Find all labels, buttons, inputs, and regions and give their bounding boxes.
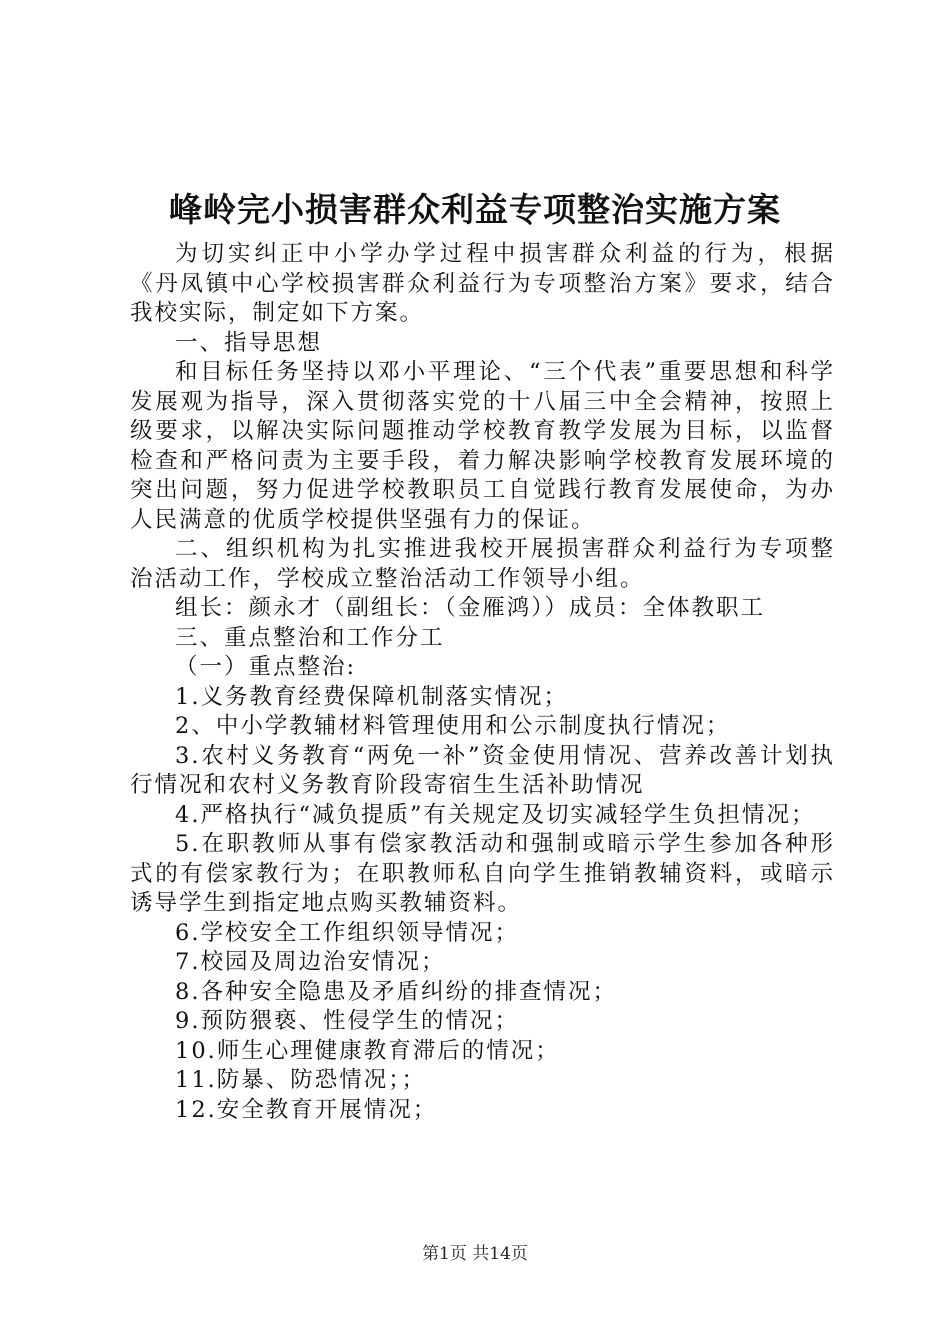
list-item-7: 7.校园及周边治安情况； xyxy=(175,949,446,975)
list-item-9: 9.预防猥亵、性侵学生的情况； xyxy=(175,1008,519,1034)
list-item-6: 6.学校安全工作组织领导情况； xyxy=(175,919,519,946)
list-item-1: 1.义务教育经费保障机制落实情况； xyxy=(175,683,568,710)
list-item-3: 3.农村义务教育“两免一补”资金使用情况、营养改善计划执行情况和农村义务教育阶段寄宿生生活补助情况 xyxy=(130,742,835,798)
list-item-12: 12.安全教育开展情况； xyxy=(175,1096,438,1123)
subheading-key-rectification: （一）重点整治: xyxy=(175,654,357,680)
list-item-4: 4.严格执行“减负提质”有关规定及切实减轻学生负担情况； xyxy=(175,801,816,828)
document-body xyxy=(130,240,835,1125)
paragraph-members: 组长：颜永才（副组长：（金雁鸿））成员：全体教职工 xyxy=(175,595,766,621)
list-item-11: 11.防暴、防恐情况；； xyxy=(175,1067,427,1093)
heading-key-rectification: 三、重点整治和工作分工 xyxy=(175,624,445,651)
list-item-10: 10.师生心理健康教育滞后的情况； xyxy=(175,1037,560,1064)
paragraph-guiding-thought: 和目标任务坚持以邓小平理论、“三个代表”重要思想和科学发展观为指导，深入贯彻落实党的十八届三中全会精神，按照上级要求，以解决实际问题推动学校教育教学发展为目标，以监督检查和严格问责为主要手段，着力解决影响学校教育发展环境的突出问题，努力促进学校教职员工自觉践行教育发展使命，为办人民满意的优质学校提供坚强有力的保证。 xyxy=(130,359,835,533)
paragraph-intro: 为切实纠正中小学办学过程中损害群众利益的行为，根据《丹凤镇中心学校损害群众利益行为专项整治方案》要求，结合我校实际，制定如下方案。 xyxy=(130,241,835,326)
list-item-2: 2、中小学教辅材料管理使用和公示制度执行情况； xyxy=(175,713,731,739)
list-item-8: 8.各种安全隐患及矛盾纠纷的排查情况； xyxy=(175,978,617,1005)
page-number-footer: 第1页 共14页 xyxy=(422,1244,528,1264)
paragraph-organization: 二、组织机构为扎实推进我校开展损害群众利益行为专项整治活动工作，学校成立整治活动工作领导小组。 xyxy=(130,536,835,592)
document-title: 峰岭完小损害群众利益专项整治实施方案 xyxy=(169,190,781,229)
heading-guiding-thought: 一、指导思想 xyxy=(175,329,323,356)
list-item-5: 5.在职教师从事有偿家教活动和强制或暗示学生参加各种形式的有偿家教行为；在职教师私自向学生推销教辅资料，或暗示诱导学生到指定地点购买教辅资料。 xyxy=(130,831,835,916)
